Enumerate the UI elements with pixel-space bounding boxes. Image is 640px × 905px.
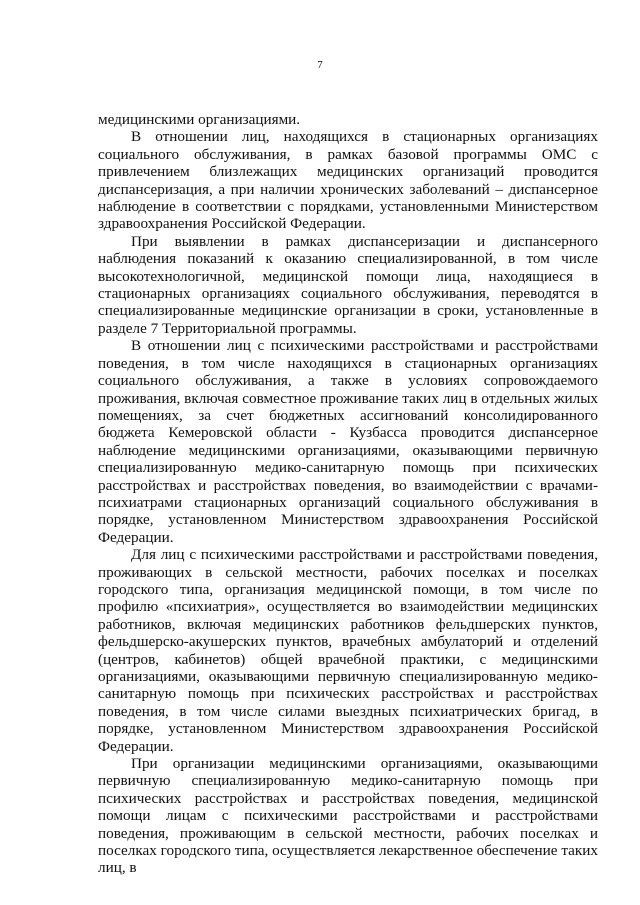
paragraph-continuation: медицинскими организациями. xyxy=(98,111,301,128)
document-body xyxy=(98,111,598,877)
paragraph-social-institutions-dispensary: В отношении лиц, находящихся в стационарных организациях социального обслуживания, в рамках базовой программы ОМС с привлечением близлежащих медицинских организаций проводится диспансеризация, а при наличии хронических заболеваний – диспансерное наблюдение в соответствии с порядками, установленными Министерством здравоохранения Российской Федерации. xyxy=(98,128,598,233)
paragraph-specialized-care-transfer: При выявлении в рамках диспансеризации и диспансерного наблюдения показаний к оказанию специализированной, в том числе высокотехнологичной, медицинской помощи лица, находящиеся в стационарных организациях социального обслуживания, переводятся в специализированные медицинские организации в сроки, установленные в разделе 7 Территориальной программы. xyxy=(98,232,598,337)
paragraph-drug-provision: При организации медицинскими организациями, оказывающими первичную специализированную медико-санитарную помощь при психических расстройствах и расстройствах поведения, медицинской помощи лицам с психическими расстройствами и расстройствами поведения, проживающим в сельской местности, рабочих поселках и поселках городского типа, осуществляется лекарственное обеспечение таких лиц, в xyxy=(98,755,598,877)
paragraph-rural-psychiatric-care: Для лиц с психическими расстройствами и расстройствами поведения, проживающих в сельской местности, рабочих поселках и поселках городского типа, организация медицинской помощи, в том числе по профилю «психиатрия», осуществляется во взаимодействии медицинских работников, включая медицинских работников фельдшерских пунктов, фельдшерско-акушерских пунктов, врачебных амбулаторий и отделений (центров, кабинетов) общей врачебной практики, с медицинскими организациями, оказывающими первичную специализированную медико-санитарную помощь при психических расстройствах и расстройствах поведения, в том числе силами выездных психиатрических бригад, в порядке, установленном Министерством здравоохранения Российской Федерации. xyxy=(98,546,598,755)
page-number: 7 xyxy=(317,59,323,71)
paragraph-mental-disorders-observation: В отношении лиц с психическими расстройствами и расстройствами поведения, в том числе находящихся в стационарных организациях социального обслуживания, а также в условиях сопровождаемого проживания, включая совместное проживание таких лиц в отдельных жилых помещениях, за счет бюджетных ассигнований консолидированного бюджета Кемеровской области - Кузбасса проводится диспансерное наблюдение медицинскими организациями, оказывающими первичную специализированную медико-санитарную помощь при психических расстройствах и расстройствах поведения, во взаимодействии с врачами-психиатрами стационарных организаций социального обслуживания в порядке, установленном Министерством здравоохранения Российской Федерации. xyxy=(98,337,598,546)
